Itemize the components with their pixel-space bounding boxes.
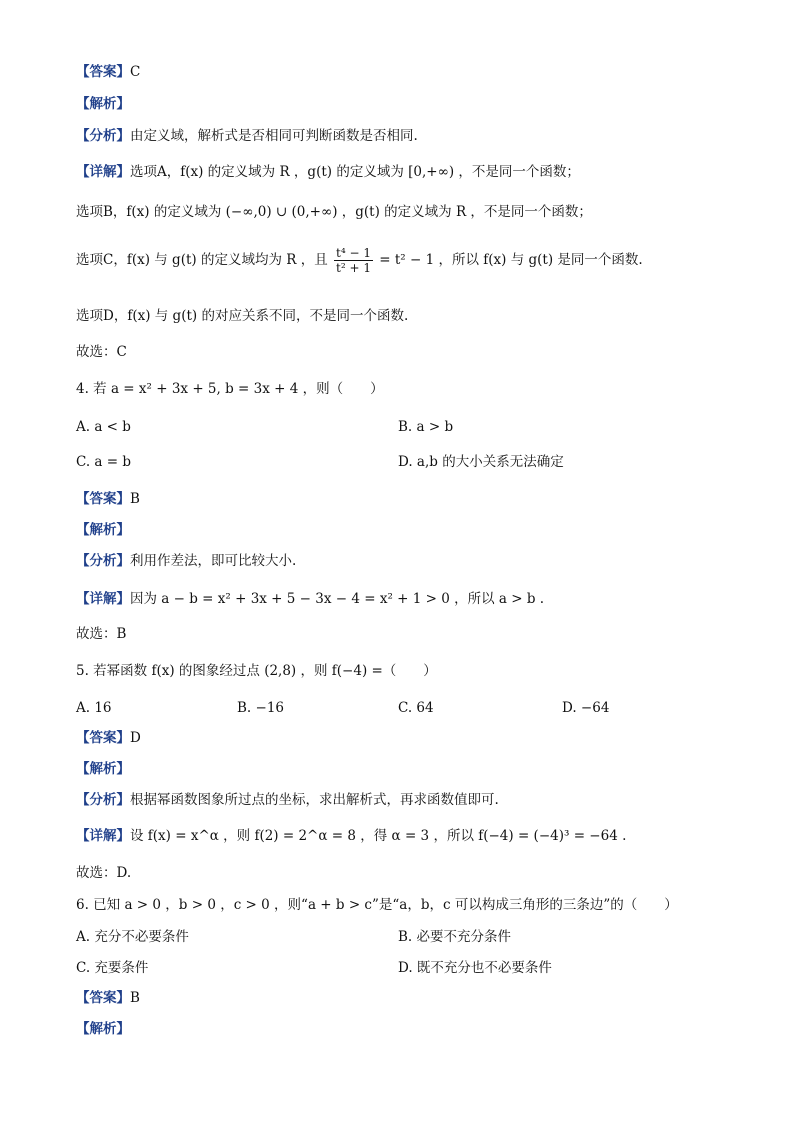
- option-d: D. 既不充分也不必要条件: [398, 960, 552, 976]
- question-text: 6. 已知 a > 0 ，b > 0 ，c > 0 ，则“a + b > c”是“a，b，c 可以构成三角形的三条边”的（ ）: [76, 897, 678, 913]
- reasoning-heading: 【分析】: [76, 553, 130, 569]
- option-c: C. 64: [398, 700, 434, 716]
- reasoning-text: 根据幂函数图象所过点的坐标，求出解析式，再求函数值即可.: [130, 792, 499, 808]
- answer-heading: 【答案】: [76, 730, 130, 746]
- detail-line: [76, 827, 626, 845]
- question-6: [76, 896, 678, 914]
- analysis-heading: 【解析】: [76, 96, 130, 112]
- choice-line: [76, 343, 127, 361]
- reasoning-line: [76, 552, 296, 570]
- option-c: C. 充要条件: [76, 960, 149, 976]
- reasoning-heading: 【分析】: [76, 792, 130, 808]
- detail-heading: 【详解】: [76, 591, 130, 607]
- analysis-heading-line: [76, 95, 130, 113]
- answer-line: [76, 490, 140, 508]
- answer-value: D: [130, 730, 141, 746]
- question-text: 5. 若幂函数 f(x) 的图象经过点 (2,8) ，则 f(−4) =（ ）: [76, 663, 437, 679]
- analysis-heading-line: [76, 1020, 130, 1038]
- answer-line: [76, 989, 140, 1007]
- detail-text: 设 f(x) = x^α ，则 f(2) = 2^α = 8 ，得 α = 3 ，所以 f(−4) = (−4)³ = −64 .: [130, 828, 627, 844]
- answer-heading: 【答案】: [76, 491, 130, 507]
- reasoning-line: [76, 127, 418, 145]
- detail-heading: 【详解】: [76, 828, 130, 844]
- detail-text: 选项A，f(x) 的定义域为 R ，g(t) 的定义域为 [0,+∞) ，不是同一个函数；: [130, 164, 580, 180]
- detail-line: [76, 163, 580, 181]
- answer-heading: 【答案】: [76, 990, 130, 1006]
- answer-line: [76, 63, 140, 81]
- analysis-heading: 【解析】: [76, 1021, 130, 1037]
- detail-line: [76, 203, 592, 221]
- analysis-heading-line: [76, 760, 130, 778]
- choice-line: [76, 864, 131, 882]
- option-d: D. −64: [562, 700, 610, 716]
- detail-text: 选项D，f(x) 与 g(t) 的对应关系不同，不是同一个函数.: [76, 308, 409, 324]
- answer-value: C: [130, 64, 141, 80]
- reasoning-line: [76, 791, 499, 809]
- option-b: B. a > b: [398, 419, 454, 435]
- detail-line: [76, 590, 544, 608]
- detail-text: 选项B，f(x) 的定义域为 (−∞,0) ∪ (0,+∞) ，g(t) 的定义域为 R ，不是同一个函数；: [76, 204, 592, 220]
- answer-value: B: [130, 990, 140, 1006]
- question-text: 4. 若 a = x² + 3x + 5, b = 3x + 4 ，则（ ）: [76, 381, 384, 397]
- detail-heading: 【详解】: [76, 164, 130, 180]
- detail-text: = t² − 1 ，所以 f(x) 与 g(t) 是同一个函数.: [379, 252, 643, 268]
- analysis-heading-line: [76, 521, 130, 539]
- option-b: B. 必要不充分条件: [398, 929, 512, 945]
- fraction: [334, 246, 373, 275]
- fraction-numerator: t⁴ − 1: [336, 246, 371, 260]
- choice-line: [76, 625, 126, 643]
- detail-text: 选项C，f(x) 与 g(t) 的定义域均为 R ，且: [76, 252, 328, 268]
- choice-text: 故选：D.: [76, 865, 132, 881]
- option-d: D. a,b 的大小关系无法确定: [398, 454, 564, 470]
- answer-value: B: [130, 491, 140, 507]
- option-c: C. a = b: [76, 454, 132, 470]
- reasoning-text: 利用作差法，即可比较大小.: [130, 553, 297, 569]
- option-b: B. −16: [237, 700, 284, 716]
- answer-heading: 【答案】: [76, 64, 130, 80]
- fraction-denominator: t² + 1: [336, 261, 371, 275]
- option-a: A. 充分不必要条件: [76, 929, 189, 945]
- question-5: [76, 662, 437, 680]
- analysis-heading: 【解析】: [76, 761, 130, 777]
- option-a: A. a < b: [76, 419, 131, 435]
- answer-line: [76, 729, 141, 747]
- reasoning-text: 由定义域，解析式是否相同可判断函数是否相同.: [130, 128, 418, 144]
- detail-line: [76, 307, 408, 325]
- analysis-heading: 【解析】: [76, 522, 130, 538]
- choice-text: 故选：B: [76, 626, 127, 642]
- detail-line: [76, 246, 643, 275]
- reasoning-heading: 【分析】: [76, 128, 130, 144]
- detail-text: 因为 a − b = x² + 3x + 5 − 3x − 4 = x² + 1 > 0 ，所以 a > b .: [130, 591, 545, 607]
- option-a: A. 16: [76, 700, 112, 716]
- choice-text: 故选：C: [76, 344, 127, 360]
- question-4: [76, 380, 384, 398]
